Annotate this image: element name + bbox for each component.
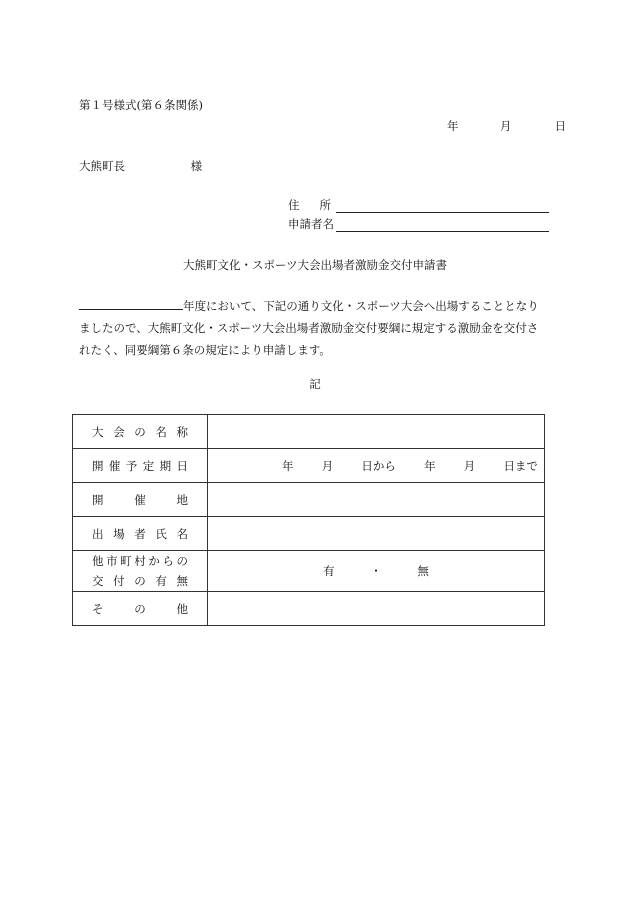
table-row [73,592,545,626]
applicant-name-line[interactable] [336,218,549,232]
body-line2: ましたので、大熊町文化・スポーツ大会出場者激励金交付要綱に規定する激励金を交付さ [79,321,539,335]
other-value-cell[interactable] [208,592,545,626]
honorific: 様 [190,159,203,173]
table-row [73,449,545,483]
other-label: その他 [92,601,188,616]
table-row [73,415,545,449]
end-month-label: 月 [463,458,476,473]
document-title: 大熊町文化・スポーツ大会出場者激励金交付申請書 [182,258,448,272]
scheduled-date-label-cell [73,449,208,483]
fiscal-year-blank[interactable] [79,297,183,310]
end-day-label: 日まで [503,458,538,473]
table-row [73,483,545,517]
applicant-name-field[interactable] [288,216,549,232]
addressee [79,158,202,174]
start-day-label: 日から [361,458,396,473]
scheduled-date-label: 開催予定期日 [92,458,188,473]
event-name-label-cell [73,415,208,449]
applicant-name-label: 申請者名 [288,217,334,231]
table-row [73,517,545,551]
separator-dot: ・ [370,564,382,578]
body-line1: 年度において、下記の通り文化・スポーツ大会へ出場することとなり [183,299,539,313]
scheduled-date-value-cell[interactable] [208,449,545,483]
end-year-label: 年 [424,458,436,473]
start-year-label: 年 [282,458,294,473]
ki-heading: 記 [309,377,321,391]
date-day-label: 日 [554,119,567,133]
participant-name-label: 出場者氏名 [92,526,188,541]
other-grant-value-cell [208,551,545,592]
table-row [73,551,545,592]
date-period [208,458,544,474]
other-label-cell [73,592,208,626]
yes-option[interactable]: 有 [323,564,335,578]
venue-label-cell [73,483,208,517]
body-text [79,295,559,361]
date-year-label: 年 [447,119,459,133]
date-line [447,118,566,134]
participant-name-value-cell[interactable] [208,517,545,551]
addressee-name: 大熊町長 [79,159,125,173]
other-grant-label-cell [73,551,208,592]
venue-label: 開催地 [92,492,188,507]
date-month-label: 月 [499,119,512,133]
address-line[interactable] [336,199,549,213]
application-table [72,414,545,626]
event-name-value-cell[interactable] [208,415,545,449]
participant-name-label-cell [73,517,208,551]
no-option[interactable]: 無 [417,564,429,578]
address-label: 住所 [288,198,351,212]
address-field[interactable] [288,197,549,213]
body-line3: れたく、同要綱第６条の規定により申請します。 [79,343,331,357]
form-number: 第１号様式(第６条関係) [79,98,203,112]
other-grant-label-line2: 交付の有無 [92,574,188,588]
venue-value-cell[interactable] [208,483,545,517]
other-grant-label-line1: 他市町村からの [92,554,188,568]
event-name-label: 大会の名称 [92,424,188,439]
start-month-label: 月 [321,458,334,473]
